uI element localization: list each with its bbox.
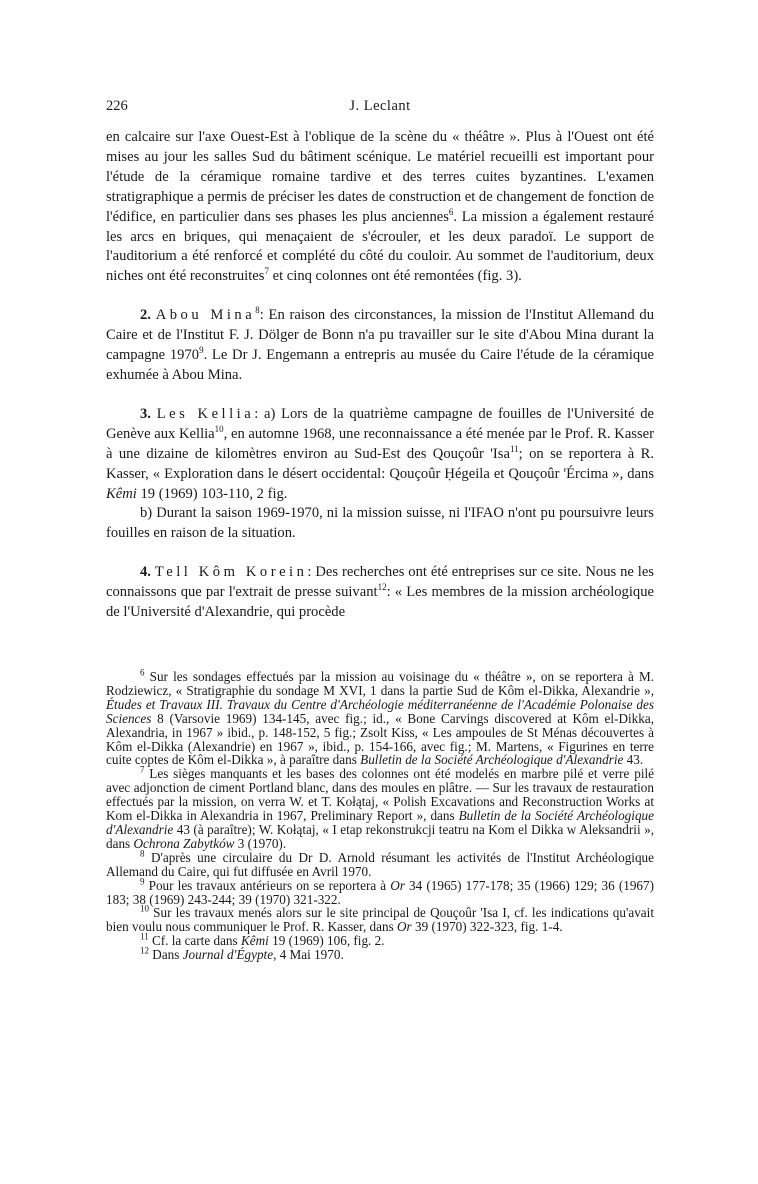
section-title: Les Kellia <box>156 405 255 422</box>
section-number: 2. <box>140 307 151 324</box>
footnote-12: $^{12}$ Dans Journal d'Égypte, 4 Mai 1970. <box>140 945 344 963</box>
section-number: 3. <box>140 405 151 422</box>
paragraph-intro: en calcaire sur l'axe Ouest-Est à l'oblique de la scène du « théâtre ». Plus à l'Ouest ont été mises au jour les salles Sud du bâtiment scénique. Le matériel recueilli est important pour l'étude de la céramique romaine tardive et des terres cuites byzantines. L'examen stratigraphique a permis de préciser les dates de construction et de changement de fonction de l'édifice, en particulier dans ses phases les plus anciennes$^6$. La mission a également restauré les arcs en briques, qui menaçaient de s'écrouler, et les deux paradoï. Le support de l'auditorium a été renforcé et complété du côté du couloir. Au sommet de l'auditorium, deux niches ont été reconstruites$^7$ et cinq colonnes ont été remontées (fig. 3). <box>106 129 654 285</box>
footnote-ref: 10 <box>214 423 224 434</box>
footnote-ref: 8 <box>255 305 260 316</box>
running-title: J. Leclant <box>349 98 411 114</box>
footnote-10: $^{10}$ Sur les travaux menés alors sur le site principal de Qouçoûr 'Isa I, cf. les indications qu'avait bien voulu nous communiquer le Prof. R. Kasser, dans Or 39 (1970) 322-323, fig. 1-4. <box>106 904 654 935</box>
running-head <box>106 98 654 118</box>
section-kellia: 3. Les Kellia: a) Lors de la quatrième campagne de fouilles de l'Université de Genève aux Kellia$^{10}$, en automne 1968, une reconnaissance a été menée par le Prof. R. Kasser à une dizaine de kilomètres environ au Sud-Est des Qouçoûr 'Isa$^{11}$; on se reportera à R. Kasser, « Exploration dans le désert occidental: Qouçoûr Ḥégeila et Qouçoûr 'Ércima », dans Kêmi 19 (1969) 103-110, 2 fig. <box>106 405 654 502</box>
main-text <box>106 128 654 623</box>
footnote-8: $^8$ D'après une circulaire du Dr D. Arnold résumant les activités de l'Institut Archéologique Allemand du Caire, qui fut diffusée en Avril 1970. <box>106 848 654 879</box>
footnote-7: $^7$ Les sièges manquants et les bases des colonnes ont été modelés en marbre pilé et verre pilé avec adjonction de ciment Portland blanc, dans des moules en plâtre. — Sur les travaux de restauration effectués par la mission, on verra W. et T. Kołątaj, « Polish Excavations and Reconstruction Works at Kom el-Dikka in Alexandria in 1967, Preliminary Report », dans Bulletin de la Société Archéologique d'Alexandrie 43 (à paraître); W. Kołątaj, « I etap rekonstrukcji teatru na Kom el Dikka w Aleksandrii », dans Ochrona Zabytków 3 (1970). <box>106 764 654 851</box>
footnote-11: $^{11}$ Cf. la carte dans Kêmi 19 (1969) 106, fig. 2. <box>140 931 385 949</box>
footnote-9: $^9$ Pour les travaux antérieurs on se reportera à Or 34 (1965) 177-178; 35 (1966) 129; 36 (1967) 183; 38 (1969) 243-244; 39 (1970) 321-322. <box>106 876 654 907</box>
section-abou-mina: 2. Abou Mina$^8$: En raison des circonstances, la mission de l'Institut Allemand du Caire et de l'Institut F. J. Dölger de Bonn n'a pu travailler sur le site d'Abou Mina durant la campagne 1970$^9$. Le Dr J. Engemann a entrepris au musée du Caire l'étude de la céramique exhumée à Abou Mina. <box>106 305 655 383</box>
section-title: Tell Kôm Korein <box>154 564 308 581</box>
section-tell-kom-korein: 4. Tell Kôm Korein: Des recherches ont été entreprises sur ce site. Nous ne les connaissons que par l'extrait de presse suivant$^{12}$: « Les membres de la mission archéologique de l'Université d'Alexandrie, qui procède <box>106 564 654 621</box>
footnotes <box>106 667 654 963</box>
section-title: Abou Mina <box>155 307 256 324</box>
section-kellia-b: b) Durant la saison 1969-1970, ni la mission suisse, ni l'IFAO n'ont pu poursuivre leurs fouilles en raison de la situation. <box>106 505 654 542</box>
footnote-ref: 12 <box>377 582 387 593</box>
footnote-ref: 7 <box>264 266 269 277</box>
section-number: 4. <box>140 564 151 581</box>
page-number: 226 <box>106 98 128 114</box>
footnote-ref: 9 <box>199 345 204 356</box>
footnote-ref: 6 <box>448 206 454 217</box>
footnote-6: $^6$ Sur les sondages effectués par la mission au voisinage du « théâtre », on se reportera à M. Rodziewicz, « Stratigraphie du sondage M XVI, 1 dans la partie Sud de Kôm el-Dikka, Alexandrie », Études et Travaux III. Travaux du Centre d'Archéologie méditerranéenne de l'Académie Polonaise des Sciences 8 (Varsovie 1969) 134-145, avec fig.; id., « Bone Carvings discovered at Kôm el-Dikka, Alexandria, in 1967 » ibid., p. 148-152, 5 fig.; Zsolt Kiss, « Les ampoules de St Ménas découvertes à Kôm el-Dikka (Alexandrie) en 1967 », ibid., p. 154-166, avec fig.; M. Martens, « Figurines en terre cuite coptes de Kôm el-Dikka », à paraître dans Bulletin de la Société Archéologique d'Alexandrie 43. <box>106 667 654 768</box>
footnote-ref: 11 <box>509 443 519 454</box>
